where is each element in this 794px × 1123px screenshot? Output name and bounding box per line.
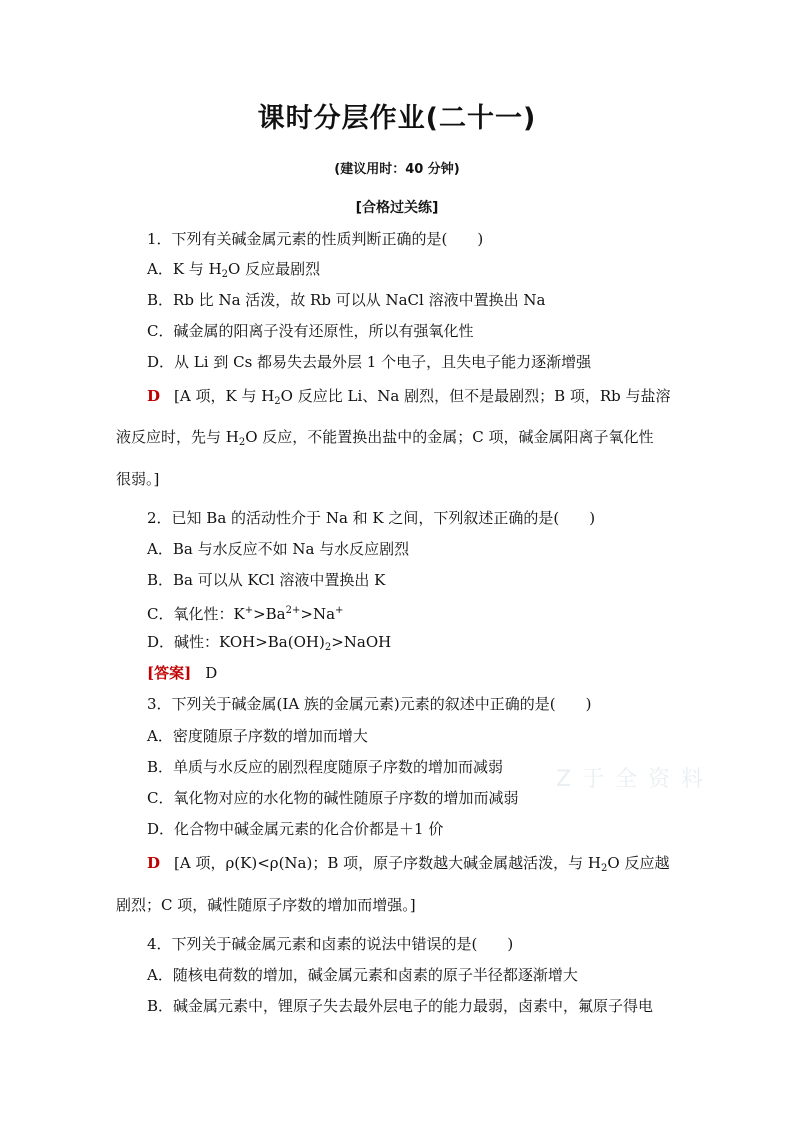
q2-stem: 2．已知 Ba 的活动性介于 Na 和 K 之间，下列叙述正确的是( ) xyxy=(147,509,596,527)
q2-answer-label: [答案] xyxy=(147,664,192,682)
q3-answer-letter: D xyxy=(147,854,161,872)
q1-stem: 1．下列有关碱金属元素的性质判断正确的是( ) xyxy=(147,230,484,248)
q1-option-a: A．K 与 $H_2O$ 反应最剧烈 xyxy=(147,260,321,280)
q1-option-d: D．从 Li 到 Cs 都易失去最外层 1 个电子，且失电子能力逐渐增强 xyxy=(147,353,592,371)
q2-answer: [答案] D xyxy=(147,664,218,682)
q4-stem: 4．下列关于碱金属元素和卤素的说法中错误的是( ) xyxy=(147,935,514,953)
q1-explanation-line3: 很弱。] xyxy=(116,470,160,488)
q4-option-a: A．随核电荷数的增加，碱金属元素和卤素的原子半径都逐渐增大 xyxy=(147,966,578,984)
q2-option-b: B．Ba 可以从 KCl 溶液中置换出 K xyxy=(147,571,386,589)
section-heading: [合格过关练] xyxy=(355,200,439,216)
watermark: Z 于 全 资 料 xyxy=(556,767,706,792)
q3-option-b: B．单质与水反应的剧烈程度随原子序数的增加而减弱 xyxy=(147,758,504,776)
q1-option-c: C．碱金属的阳离子没有还原性，所以有强氧化性 xyxy=(147,322,474,340)
q4-option-b: B．碱金属元素中，锂原子失去最外层电子的能力最弱，卤素中，氟原子得电 xyxy=(147,997,654,1015)
q1-answer-letter: D xyxy=(147,387,161,405)
q2-option-d: D．碱性：$KOH>Ba(OH)_2>NaOH$ xyxy=(147,633,392,653)
page-title: 课时分层作业(二十一) xyxy=(257,103,537,134)
q3-explanation-line1: D [A 项，ρ(K)<ρ(Na)；B 项，原子序数越大碱金属越活泼，与 $H_2O$ 反应越 xyxy=(147,854,670,874)
q3-stem: 3．下列关于碱金属(ⅠA 族的金属元素)元素的叙述中正确的是( ) xyxy=(147,695,592,713)
q1-explanation-line2: 液反应时，先与 $H_2O$ 反应，不能置换出盐中的金属；C 项，碱金属阳离子氧化性 xyxy=(116,428,654,448)
q1-explanation-line1: D [A 项，K 与 $H_2O$ 反应比 Li、Na 剧烈，但不是最剧烈；B 项，Rb 与盐溶 xyxy=(147,387,671,407)
q2-option-c: C．氧化性：$K^+>Ba^{2+}>Na^+$ xyxy=(147,605,344,623)
time-suggestion: (建议用时：40 分钟) xyxy=(334,162,460,177)
q3-option-d: D．化合物中碱金属元素的化合价都是＋1 价 xyxy=(147,820,444,838)
q3-option-a: A．密度随原子序数的增加而增大 xyxy=(147,727,368,745)
q3-explanation-line2: 剧烈；C 项，碱性随原子序数的增加而增强。] xyxy=(116,896,416,914)
q2-option-a: A．Ba 与水反应不如 Na 与水反应剧烈 xyxy=(147,540,410,558)
q1-option-b: B．Rb 比 Na 活泼，故 Rb 可以从 NaCl 溶液中置换出 Na xyxy=(147,291,546,309)
q3-option-c: C．氧化物对应的水化物的碱性随原子序数的增加而减弱 xyxy=(147,789,519,807)
